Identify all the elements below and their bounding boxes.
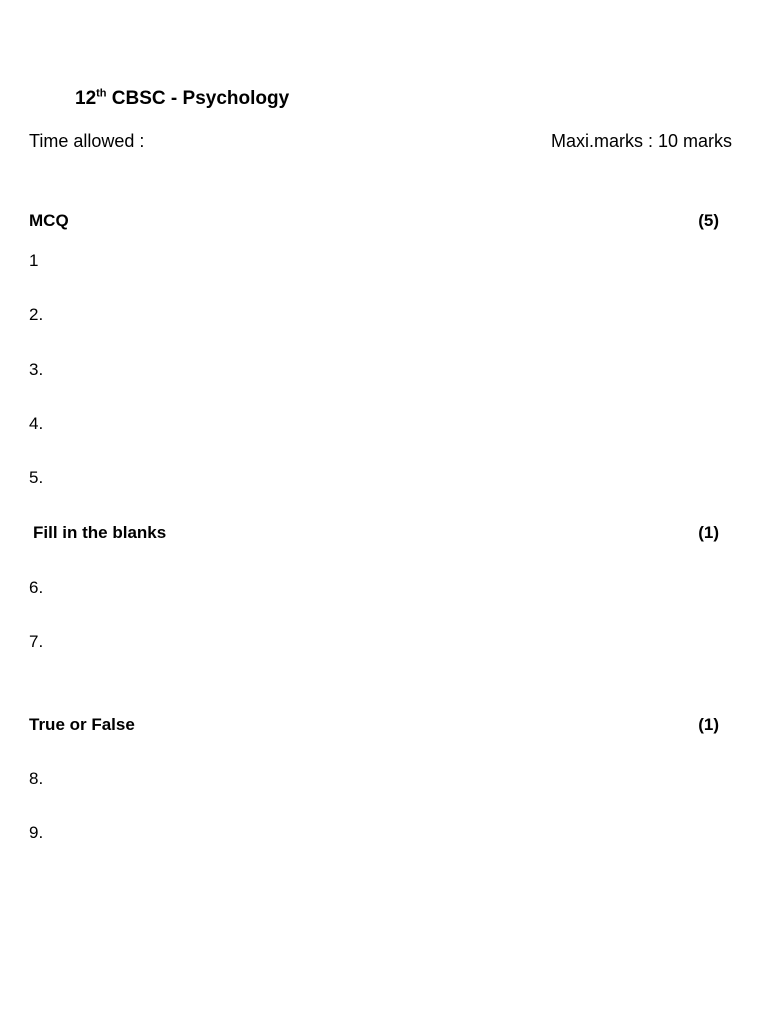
section-title-true-false: True or False bbox=[29, 715, 135, 734]
question-number: 1 bbox=[29, 251, 39, 270]
question-number: 5. bbox=[29, 468, 44, 487]
question-number: 9. bbox=[29, 823, 44, 842]
section-title-mcq: MCQ bbox=[29, 211, 69, 230]
question-number: 2. bbox=[29, 305, 44, 324]
question-number: 7. bbox=[29, 632, 44, 651]
title-subject: CBSC - Psychology bbox=[106, 88, 290, 109]
question-number: 3. bbox=[29, 360, 44, 379]
time-allowed-label: Time allowed : bbox=[29, 131, 145, 151]
question-number: 4. bbox=[29, 414, 44, 433]
section-marks-true-false: (1) bbox=[698, 715, 719, 734]
question-number: 6. bbox=[29, 578, 44, 597]
section-marks-mcq: (5) bbox=[698, 211, 719, 230]
max-marks-label: Maxi.marks : 10 marks bbox=[550, 131, 732, 151]
section-title-fill-blanks: Fill in the blanks bbox=[33, 523, 167, 542]
page-title bbox=[75, 88, 289, 110]
title-superscript: th bbox=[96, 87, 107, 100]
section-marks-fill-blanks: (1) bbox=[698, 523, 719, 542]
question-number: 8. bbox=[29, 769, 44, 788]
title-grade: 12 bbox=[75, 88, 97, 109]
